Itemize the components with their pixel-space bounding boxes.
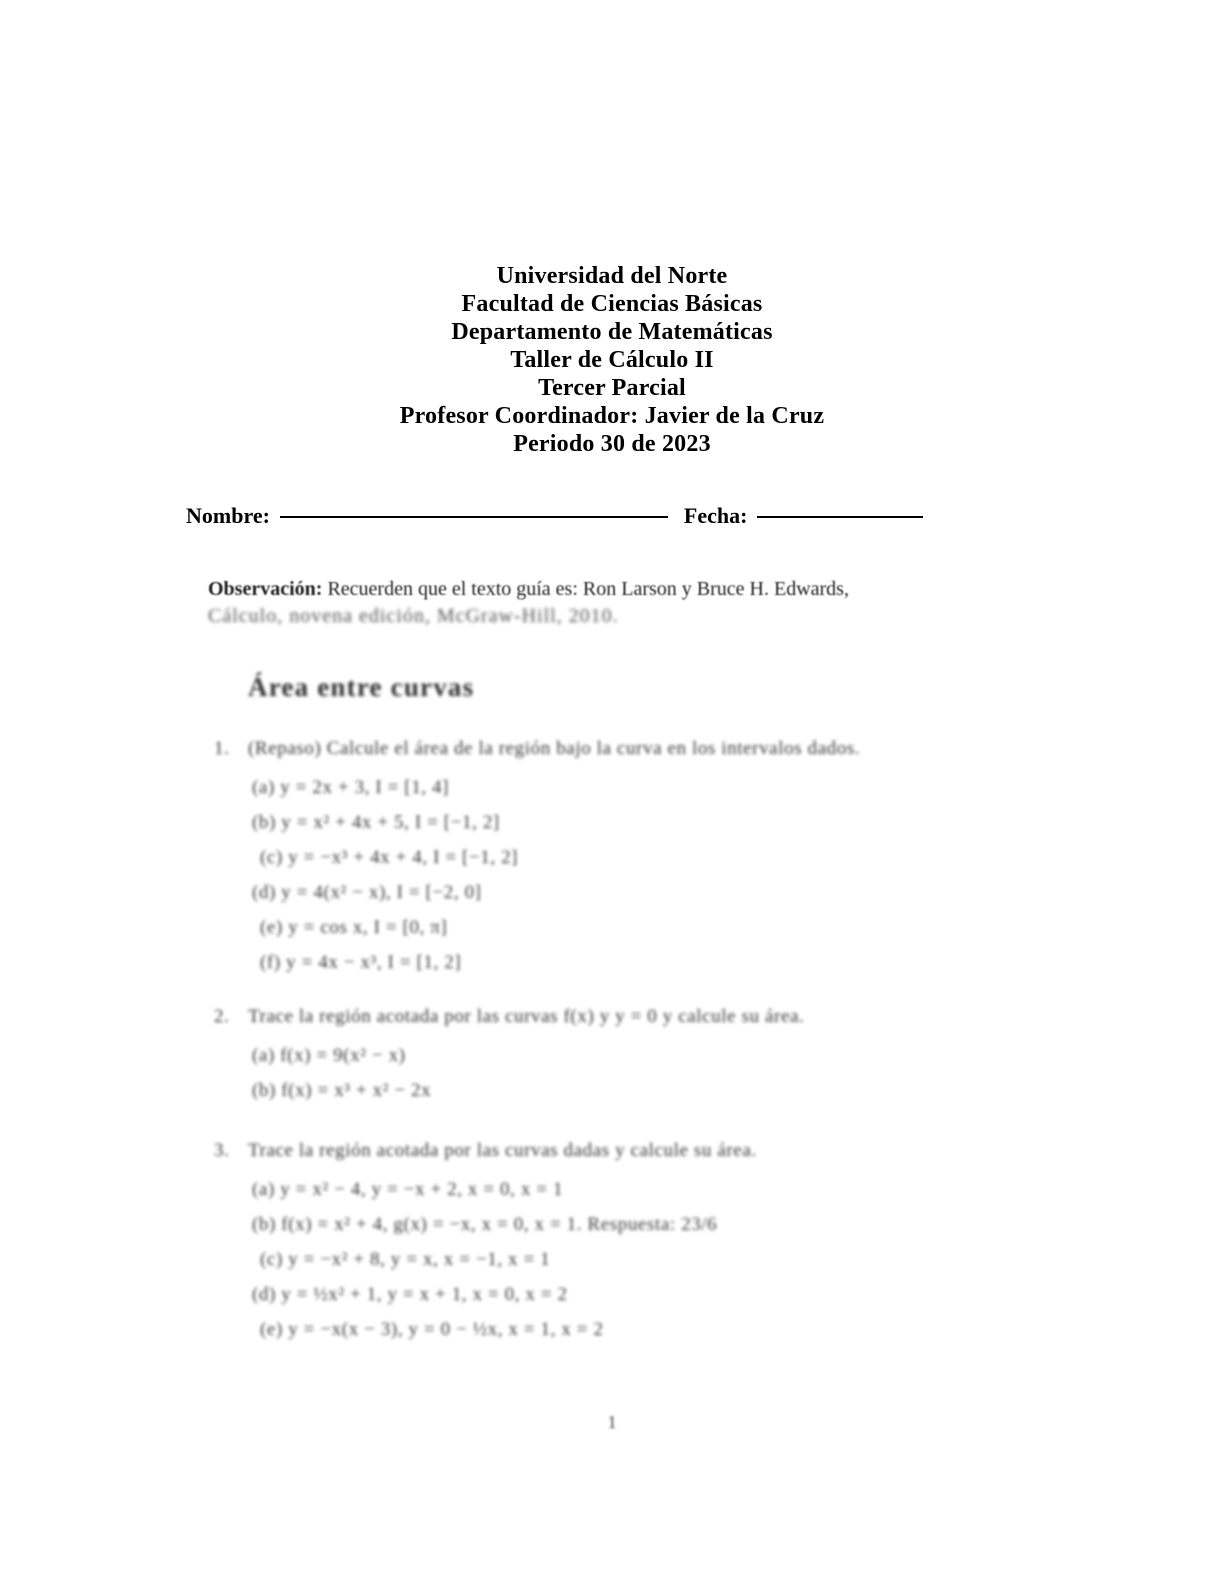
subitem: (e) y = −x(x − 3), y = 0 − ½x, x = 1, x = 2 bbox=[260, 1319, 604, 1340]
problem-statement: Trace la región acotada por las curvas f(x) y y = 0 y calcule su área. bbox=[248, 1006, 805, 1027]
problem-subitems bbox=[252, 1038, 1004, 1108]
problem-statement: (Repaso) Calcule el área de la región bajo la curva en los intervalos dados. bbox=[248, 738, 861, 759]
subitem: (a) y = x² − 4, y = −x + 2, x = 0, x = 1 bbox=[252, 1179, 564, 1200]
header-line-university: Universidad del Norte bbox=[496, 263, 728, 289]
observation-text-line2: Cálculo, novena edición, McGraw-Hill, 2010. bbox=[208, 605, 619, 627]
student-fields-row bbox=[186, 503, 1046, 529]
problem-list bbox=[214, 738, 1004, 1353]
document-header bbox=[0, 262, 1224, 458]
header-line-exam: Tercer Parcial bbox=[538, 375, 686, 401]
problem-number: 1. bbox=[214, 738, 230, 759]
header-line-faculty: Facultad de Ciencias Básicas bbox=[461, 291, 763, 317]
problem-statement: Trace la región acotada por las curvas dadas y calcule su área. bbox=[248, 1140, 757, 1161]
header-line-department: Departamento de Matemáticas bbox=[451, 319, 773, 345]
observation-note bbox=[208, 576, 1008, 630]
subitem: (b) y = x² + 4x + 5, I = [−1, 2] bbox=[252, 812, 500, 833]
header-line-course: Taller de Cálculo II bbox=[510, 347, 714, 373]
page-number: 1 bbox=[607, 1412, 617, 1432]
problem-number: 2. bbox=[214, 1006, 230, 1027]
subitem: (b) f(x) = x³ + x² − 2x bbox=[252, 1080, 432, 1101]
subitem: (a) y = 2x + 3, I = [1, 4] bbox=[252, 777, 450, 798]
date-input-line[interactable] bbox=[757, 516, 923, 518]
section-title-area-entre-curvas: Área entre curvas bbox=[248, 672, 475, 702]
header-line-period: Periodo 30 de 2023 bbox=[513, 431, 711, 457]
date-label: Fecha: bbox=[683, 503, 748, 528]
subitem: (d) y = ½x² + 1, y = x + 1, x = 0, x = 2 bbox=[252, 1284, 568, 1305]
problem-item-3 bbox=[214, 1140, 1004, 1347]
problem-number: 3. bbox=[214, 1140, 230, 1161]
observation-label: Observación: bbox=[208, 578, 323, 600]
problem-item-1 bbox=[214, 738, 1004, 980]
subitem: (c) y = −x³ + 4x + 4, I = [−1, 2] bbox=[260, 847, 519, 868]
subitem: (a) f(x) = 9(x² − x) bbox=[252, 1045, 406, 1066]
name-input-line[interactable] bbox=[280, 516, 668, 518]
observation-text: Recuerden que el texto guía es: Ron Larson y Bruce H. Edwards, bbox=[327, 578, 849, 600]
header-line-professor: Profesor Coordinador: Javier de la Cruz bbox=[399, 403, 825, 429]
subitem: (c) y = −x² + 8, y = x, x = −1, x = 1 bbox=[260, 1249, 551, 1270]
subitem: (d) y = 4(x² − x), I = [−2, 0] bbox=[252, 882, 482, 903]
subitem: (e) y = cos x, I = [0, π] bbox=[260, 917, 448, 938]
problem-subitems bbox=[252, 1172, 1004, 1347]
problem-subitems bbox=[252, 770, 1004, 980]
subitem: (f) y = 4x − x³, I = [1, 2] bbox=[260, 952, 462, 973]
name-label: Nombre: bbox=[186, 503, 270, 528]
subitem: (b) f(x) = x² + 4, g(x) = −x, x = 0, x = 1. Respuesta: 23/6 bbox=[252, 1214, 718, 1235]
problem-item-2 bbox=[214, 1006, 1004, 1108]
